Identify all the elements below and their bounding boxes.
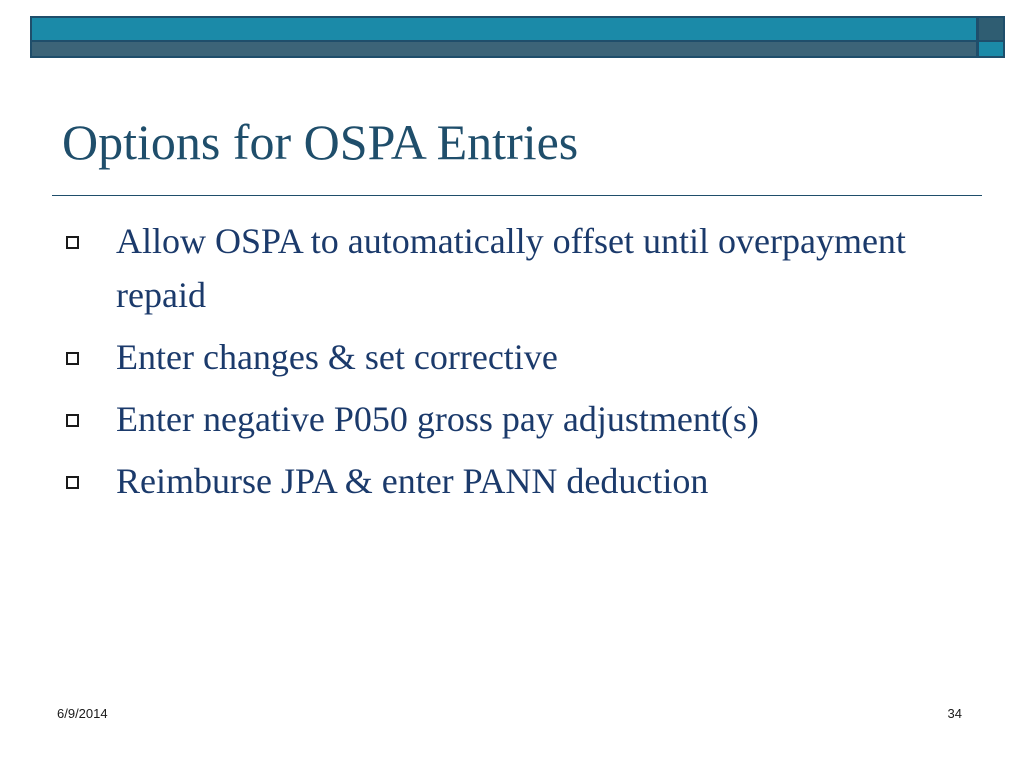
header-banner-dark-stripe — [32, 42, 976, 56]
hollow-square-icon — [66, 476, 79, 489]
bullet-text: Enter changes & set corrective — [116, 337, 558, 377]
bullet-item — [66, 454, 966, 508]
slide-title: Options for OSPA Entries — [62, 114, 579, 170]
bullet-item — [66, 330, 966, 384]
bullet-text: Allow OSPA to automatically offset until overpayment repaid — [116, 221, 906, 315]
bullet-text: Reimburse JPA & enter PANN deduction — [116, 461, 709, 501]
title-divider — [52, 195, 982, 196]
hollow-square-icon — [66, 236, 79, 249]
hollow-square-icon — [66, 352, 79, 365]
footer-page-number: 34 — [947, 706, 962, 721]
footer-date: 6/9/2014 — [57, 706, 108, 721]
bullet-list — [66, 214, 966, 516]
header-banner-teal-stripe — [32, 18, 976, 40]
bullet-item — [66, 214, 966, 322]
header-corner-square-bottom — [979, 42, 1003, 56]
bullet-item — [66, 392, 966, 446]
header-corner-square-top — [979, 18, 1003, 40]
bullet-text: Enter negative P050 gross pay adjustment(s) — [116, 399, 759, 439]
hollow-square-icon — [66, 414, 79, 427]
